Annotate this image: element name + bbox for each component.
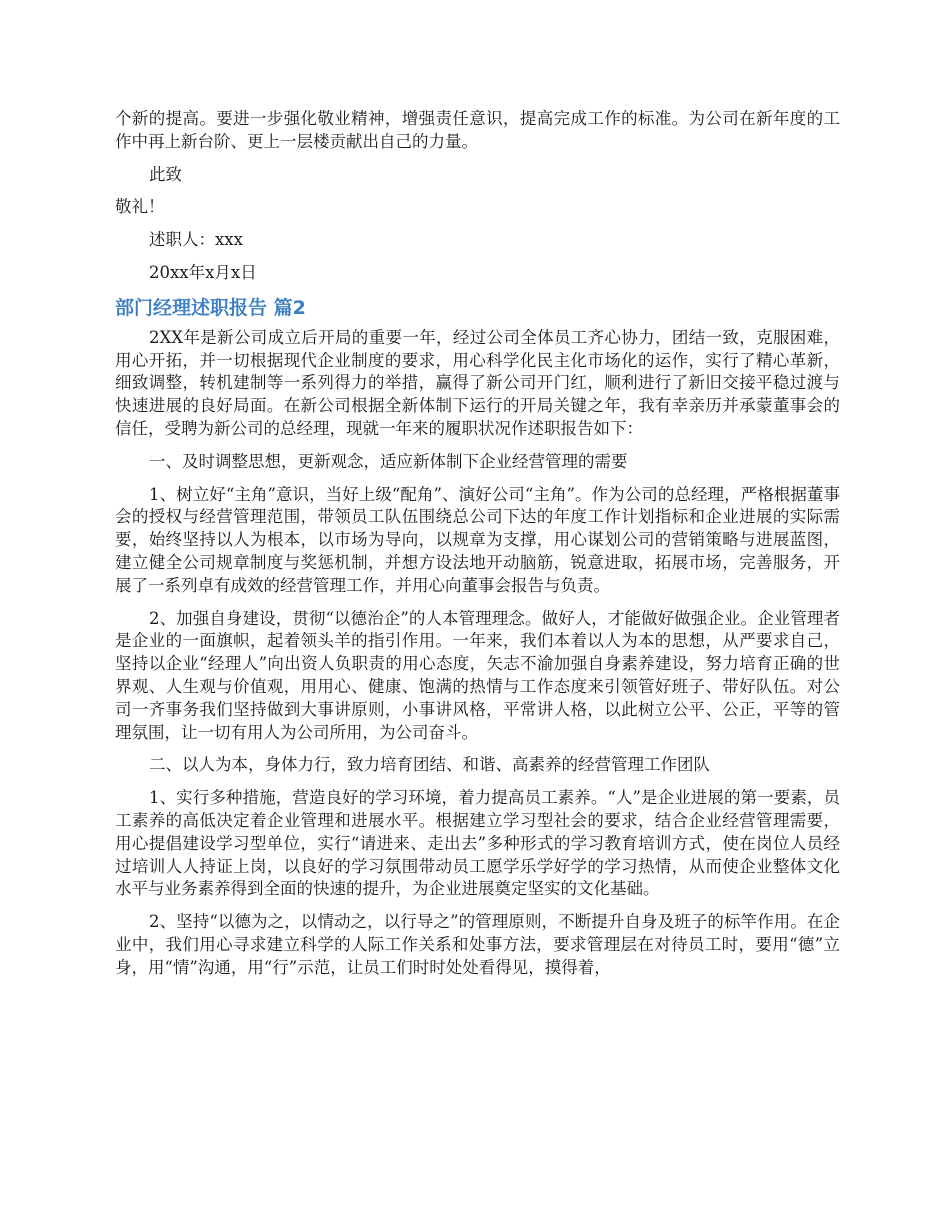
intro-paragraph: 个新的提高。要进一步强化敬业精神，增强责任意识，提高完成工作的标准。为公司在新年度的工作中再上新台阶、更上一层楼贡献出自己的力量。 <box>115 109 840 151</box>
closing-respect: 敬礼！ <box>115 197 165 217</box>
body-paragraph: 1、实行多种措施，营造良好的学习环境，着力提高员工素养。“人”是企业进展的第一要素，员工素养的高低决定着企业管理和进展水平。根据建立学习型社会的要求，结合企业经营管理需要，用心提倡建设学习型单位，实行“请进来、走出去”多种形式的学习教育培训方式，使在岗位人员经过培训人人持证上岗，以良好的学习氛围带动员工愿学乐学好学的学习热情，从而使企业整体文化水平与业务素养得到全面的快速的提升，为企业进展奠定坚实的文化基础。 <box>115 788 840 899</box>
body-paragraph: 2、坚持“以德为之，以情动之，以行导之”的管理原则，不断提升自身及班子的标竿作用。在企业中，我们用心寻求建立科学的人际工作关系和处事方法，要求管理层在对待员工时，要用“德”立身，用“情”沟通，用“行”示范，让员工们时时处处看得见，摸得着， <box>115 912 840 977</box>
signature-line: 述职人：xxx <box>149 230 243 250</box>
body-paragraph: 1、树立好“主角”意识，当好上级“配角”、演好公司“主角”。作为公司的总经理，严格根据董事会的授权与经营管理范围，带领员工队伍围绕总公司下达的年度工作计划指标和企业进展的实际需要，始终坚持以人为根本，以市场为导向，以规章为支撑，用心谋划公司的营销策略与进展蓝图，建立健全公司规章制度与奖惩机制，并想方设法地开动脑筋，锐意进取，拓展市场，完善服务，开展了一系列卓有成效的经营管理工作，并用心向董事会报告与负责。 <box>115 484 840 595</box>
date-line: 20xx年x月x日 <box>149 262 257 282</box>
section-heading-2: 二、以人为本，身体力行，致力培育团结、和谐、高素养的经营管理工作团队 <box>149 755 710 775</box>
section-heading-1: 一、及时调整思想，更新观念，适应新体制下企业经营管理的需要 <box>149 451 628 471</box>
section-title: 部门经理述职报告 篇2 <box>115 296 306 319</box>
body-paragraph: 2、加强自身建设，贯彻“以德治企”的人本管理理念。做好人，才能做好做强企业。企业管理者是企业的一面旗帜，起着领头羊的指引作用。一年来，我们本着以人为本的思想，从严要求自己，坚持以企业“经理人”向出资人负职责的用心态度，矢志不渝加强自身素养建设，努力培育正确的世界观、人生观与价值观，用用心、健康、饱满的热情与工作态度来引领管好班子、带好队伍。对公司一齐事务我们坚持做到大事讲原则，小事讲风格，平常讲人格，以此树立公平、公正，平等的管理氛围，让一切有用人为公司所用，为公司奋斗。 <box>115 608 840 742</box>
body-paragraph: 2XX年是新公司成立后开局的重要一年，经过公司全体员工齐心协力，团结一致，克服困难，用心开拓，并一切根据现代企业制度的要求，用心科学化民主化市场化的运作，实行了精心革新，细致调整，转机建制等一系列得力的举措，赢得了新公司开门红，顺利进行了新旧交接平稳过渡与快速进展的良好局面。在新公司根据全新体制下运行的开局关键之年，我有幸亲历并承蒙董事会的信任，受聘为新公司的总经理，现就一年来的履职状况作述职报告如下： <box>115 327 840 438</box>
document-page <box>115 108 840 980</box>
closing-salutation: 此致 <box>149 164 182 184</box>
